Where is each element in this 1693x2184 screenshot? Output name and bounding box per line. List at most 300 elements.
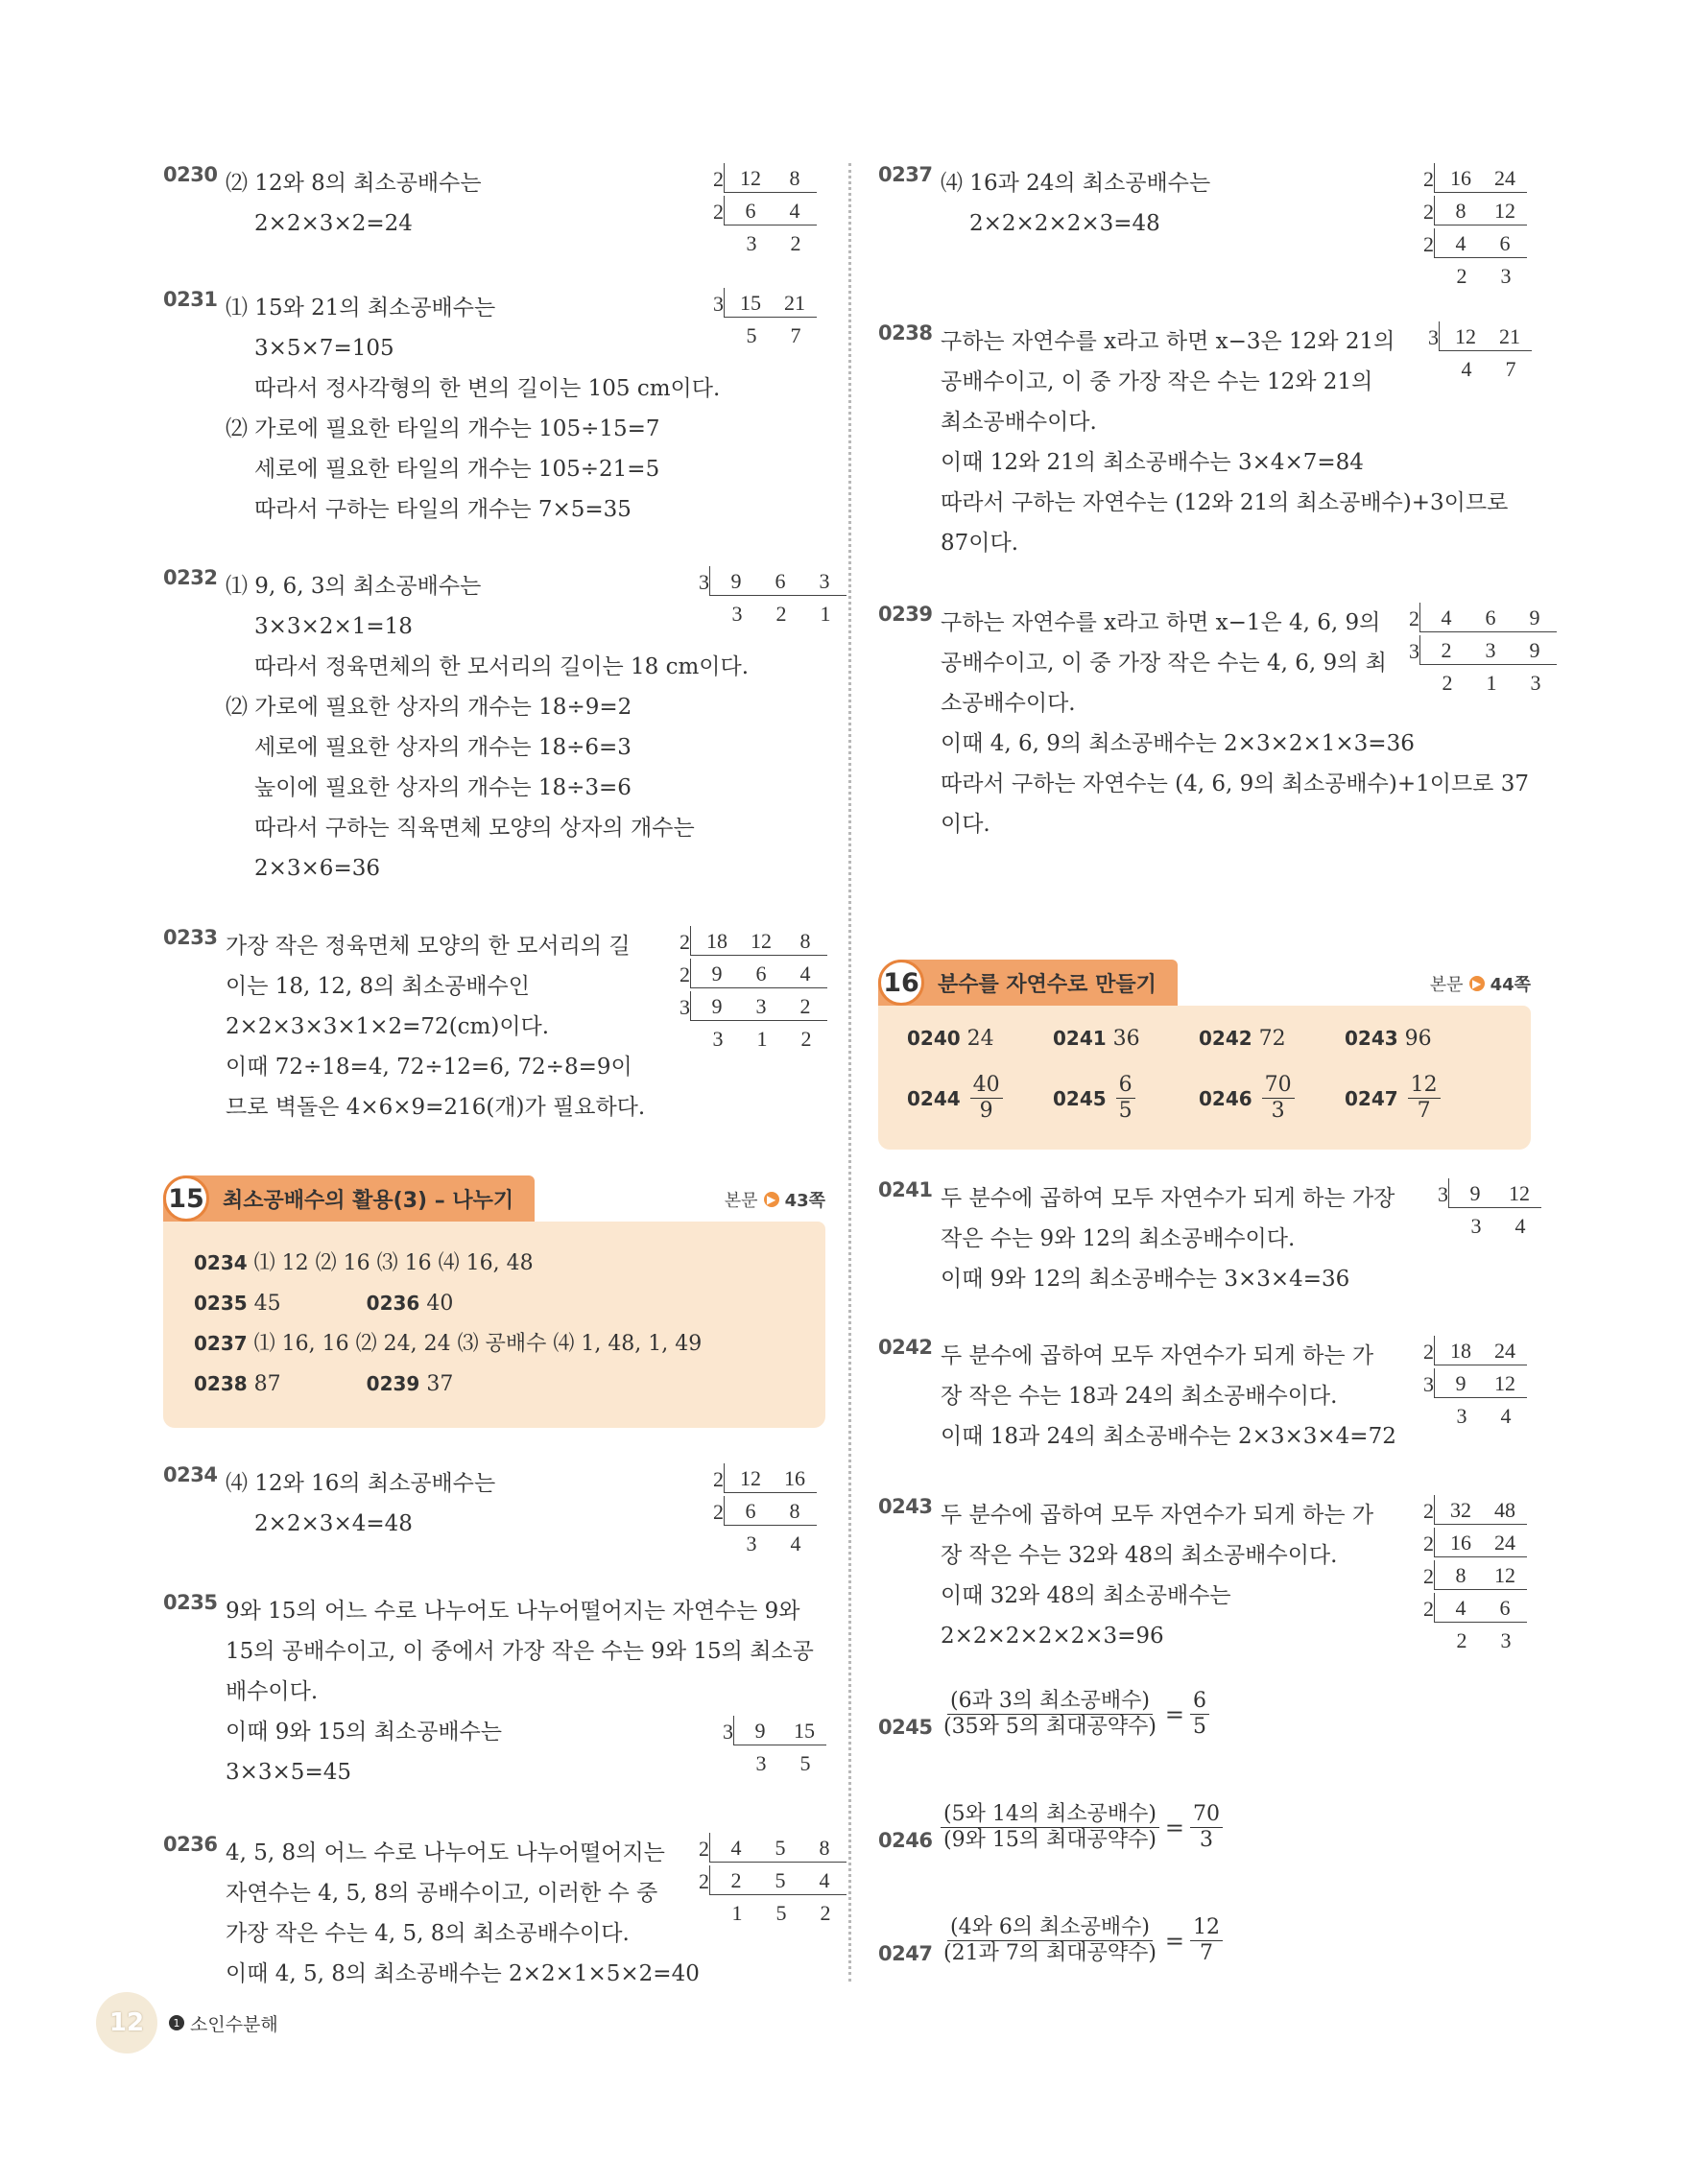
ladder-numbers [1434,228,1527,258]
solution-line: 공배수이고, 이 중 가장 작은 수는 12와 21의 [941,369,1373,394]
ladder-numbers [1434,196,1527,226]
ladder-row [701,228,818,261]
answer-value: ⑴ 12 ⑵ 16 ⑶ 16 ⑷ 16, 48 [253,1251,534,1275]
ladder-number: 3 [746,1531,757,1555]
fraction [1262,1073,1295,1124]
solution-line: 따라서 구하는 자연수는 (4, 6, 9의 최소공배수)+1이므로 37 [941,772,1529,796]
numerator: (4와 6의 최소공배수) [947,1915,1153,1941]
ladder-divisor [710,1748,733,1781]
ladder-number: 15 [794,1719,815,1743]
solution-line: 따라서 구하는 타일의 개수는 7×5=35 [254,497,632,522]
ladder-numbers [1448,1211,1542,1240]
problem-number: 0237 [878,163,933,186]
ladder-number: 4 [1500,1404,1512,1428]
ladder-divisor [1411,1401,1434,1434]
answer-value: 45 [253,1292,281,1316]
problem-number: 0234 [163,1463,218,1486]
ladder-number: 6 [1485,605,1496,629]
ladder-number: 4 [1441,605,1452,629]
column-divider [848,163,851,1982]
answer-value: 36 [1112,1027,1140,1051]
ladder-row [1411,1593,1528,1626]
ladder-divisor [667,1024,690,1056]
solution-line: 3×3×5=45 [226,1760,351,1785]
solution-line: 두 분수에 곱하여 모두 자연수가 되게 하는 가 [941,1343,1374,1368]
ladder-numbers [724,1529,818,1557]
denominator: 5 [1118,1099,1133,1123]
problem-number: 0230 [163,163,218,186]
ladder-number: 5 [746,323,757,347]
ladder-number: 1 [756,1027,768,1051]
ladder-number: 2 [1442,671,1453,695]
ladder-row [1411,1495,1528,1528]
ladder-number: 2 [790,231,801,255]
ladder-row [667,1024,828,1056]
denominator: (9와 15의 최대공약수) [943,1828,1156,1852]
ladder-row [1411,1528,1528,1560]
ladder-number: 21 [784,291,805,315]
ladder-numbers [709,1898,847,1927]
answer-id: 0244 [907,1086,961,1110]
ladder-divisor: 2 [1409,606,1419,630]
ladder-division [1411,163,1528,294]
solution-line: 2×2×2×2×2×3=96 [941,1624,1164,1649]
solution-line: 구하는 자연수를 x라고 하면 x−1은 4, 6, 9의 [941,610,1381,635]
fraction-expression [941,1915,1223,1966]
solution-line: 두 분수에 곱하여 모두 자연수가 되게 하는 가장 [941,1186,1395,1211]
answer-item [1345,1073,1490,1124]
problem-number: 0235 [163,1591,218,1614]
ladder-numbers [733,1748,827,1777]
ladder-row [1416,321,1533,354]
solution-line: 따라서 정육면체의 한 모서리의 길이는 18 cm이다. [254,654,750,679]
answer-item [1053,1073,1199,1124]
answer-id: 0243 [1345,1027,1398,1050]
problem-number: 0236 [163,1833,218,1856]
solution-line: 최소공배수이다. [941,410,1097,435]
ladder-number: 12 [1455,324,1476,348]
equals-sign: = [1164,1700,1185,1728]
solution-line: ⑷ 12와 16의 최소공배수는 [226,1471,496,1496]
ladder-number: 12 [751,929,772,953]
ladder-number: 8 [789,1499,800,1523]
ladder-number: 4 [1455,231,1466,255]
ladder-number: 4 [790,1531,801,1555]
ladder-numbers [709,566,846,596]
textbook-reference[interactable] [725,1187,825,1212]
numerator: 70 [1262,1073,1295,1099]
answer-row [194,1283,702,1323]
ladder-number: 9 [1529,605,1540,629]
ladder-division [701,1463,818,1561]
ladder-numbers [1439,321,1532,351]
ladder-divisor [1411,1626,1434,1658]
fraction [1190,1915,1223,1966]
ladder-number: 3 [746,231,757,255]
problem-0245 [878,1689,1531,1766]
ladder-number: 15 [740,291,761,315]
problem-number: 0233 [163,926,218,949]
textbook-reference[interactable] [1430,971,1531,996]
ladder-divisor [701,1529,724,1561]
ladder-number: 2 [730,1868,742,1892]
ladder-numbers [1434,261,1528,290]
ladder-row [1411,196,1528,228]
ladder-number: 9 [754,1719,766,1743]
solution-line: 세로에 필요한 타일의 개수는 105÷21=5 [254,457,660,482]
ladder-numbers [724,163,817,193]
ladder-number: 3 [1485,638,1496,662]
problem-0231 [163,288,825,537]
ladder-number: 7 [790,323,801,347]
section-15 [163,1175,825,1430]
ladder-number: 8 [789,166,800,190]
solution-line: ⑴ 9, 6, 3의 최소공배수는 [226,574,482,599]
section-header [878,960,1178,1006]
ladder-number: 16 [784,1466,805,1490]
solution-line: 3×5×7=105 [254,336,394,361]
ladder-division [1416,321,1533,387]
ladder-numbers [690,1024,828,1053]
ladder-number: 1 [1486,671,1497,695]
solution-line: 이때 9와 12의 최소공배수는 3×3×4=36 [941,1267,1350,1292]
ladder-number: 12 [1494,199,1515,223]
ladder-division [701,163,818,261]
ladder-divisor: 2 [1423,232,1434,256]
solution-line: ⑵ 가로에 필요한 타일의 개수는 105÷15=7 [226,416,660,441]
fraction [1190,1802,1223,1853]
ladder-number: 4 [799,961,811,985]
ladder-number: 3 [1470,1214,1482,1238]
ladder-numbers [1419,603,1557,632]
problem-0235 [163,1591,825,1802]
problem-0243 [878,1495,1531,1668]
solution-line: 장 작은 수는 32와 48의 최소공배수이다. [941,1543,1338,1568]
ladder-number: 16 [1450,1531,1471,1555]
solution-line: 공배수이고, 이 중 가장 작은 수는 4, 6, 9의 최 [941,651,1387,676]
denominator: 7 [1200,1941,1214,1965]
ladder-number: 2 [1456,1628,1467,1652]
problem-0230 [163,163,825,278]
answer-item [1199,1073,1345,1124]
problem-0232 [163,566,831,897]
ladder-number: 5 [799,1751,811,1775]
ladder-number: 3 [1500,264,1512,288]
solution-line: 따라서 정사각형의 한 변의 길이는 105 cm이다. [254,376,721,401]
reference-label: 본문 [724,1191,758,1211]
solution-line: 구하는 자연수를 x라고 하면 x−3은 12와 21의 [941,329,1395,354]
ladder-row [1411,1368,1528,1401]
ladder-number: 4 [730,1836,742,1860]
solution-line: 3×3×2×1=18 [254,614,413,639]
ladder-row [686,1898,847,1931]
ladder-number: 4 [1455,1596,1466,1620]
ladder-numbers [1434,1401,1528,1430]
answer-row [194,1364,702,1404]
ladder-number: 6 [755,961,767,985]
ladder-numbers [733,1716,826,1745]
ladder-row [1411,228,1528,261]
ladder-numbers [724,288,817,318]
ladder-divisor [1396,668,1419,700]
section-header [163,1175,535,1222]
answer-id: 0236 [366,1292,420,1315]
ladder-number: 18 [1450,1339,1471,1363]
ladder-number: 3 [755,1751,767,1775]
ladder-row [1411,1401,1528,1434]
ladder-number: 3 [1500,1628,1512,1652]
solution-line: 장 작은 수는 18과 24의 최소공배수이다. [941,1384,1338,1409]
ladder-division [1411,1336,1528,1434]
ladder-division [686,566,847,631]
ladder-numbers [724,1463,817,1493]
answer-id: 0245 [1053,1086,1107,1110]
answer-id: 0239 [366,1372,420,1395]
ladder-number: 8 [799,929,811,953]
section-number: 15 [163,1175,209,1222]
problem-number: 0239 [878,603,933,626]
numerator: 6 [1190,1689,1209,1715]
problem-0234 [163,1463,825,1569]
denominator: 9 [979,1099,993,1123]
arrow-right-icon: ▶ [764,1192,779,1207]
numerator: (6과 3의 최소공배수) [947,1689,1153,1715]
ladder-divisor: 2 [713,200,724,224]
solution-line: 2×2×3×4=48 [254,1511,413,1536]
answer-item [907,1073,1053,1124]
problem-number: 0232 [163,566,218,589]
ladder-divisor: 2 [713,1500,724,1524]
ladder-division [710,1716,827,1781]
ladder-row [1396,668,1558,700]
ladder-number: 8 [1455,199,1466,223]
ladder-division [1411,1495,1528,1658]
ladder-divisor: 2 [1423,1531,1434,1555]
ladder-number: 2 [1456,264,1467,288]
answer-id: 0238 [194,1372,248,1395]
section-number: 16 [878,960,924,1006]
answer-id: 0235 [194,1292,248,1315]
problem-0238 [878,321,1531,571]
ladder-divisor [686,599,709,631]
denominator: 5 [1193,1715,1207,1739]
ladder-divisor: 2 [713,167,724,191]
ladder-number: 3 [712,1027,724,1051]
ladder-numbers [709,599,847,628]
ladder-number: 24 [1494,1531,1515,1555]
solution-line: 2×2×3×2=24 [254,211,413,236]
ladder-number: 24 [1494,166,1515,190]
ladder-number: 12 [1494,1371,1515,1395]
fraction [1408,1073,1441,1124]
reference-label: 본문 [1429,975,1464,995]
page-footer [96,1992,278,2053]
ladder-numbers [1439,354,1533,383]
problem-0236 [163,1833,831,2006]
solution-line: 높이에 필요한 상자의 개수는 18÷3=6 [254,775,632,800]
ladder-row [686,1833,847,1865]
solution-line: 이때 12와 21의 최소공배수는 3×4×7=84 [941,450,1364,475]
ladder-divisor: 3 [1438,1182,1448,1206]
numerator: 12 [1190,1915,1223,1941]
fraction [1116,1073,1135,1124]
solution-line: 이때 4, 6, 9의 최소공배수는 2×3×2×1×3=36 [941,731,1415,756]
ladder-row [701,1496,818,1529]
answer-value: 40 [426,1292,454,1316]
answer-row [194,1243,702,1283]
equals-sign: = [1164,1814,1185,1841]
ladder-row [710,1716,827,1748]
answer-id: 0234 [194,1251,248,1274]
answer-row [194,1323,702,1364]
fraction [1190,1689,1209,1740]
ladder-number: 48 [1494,1498,1515,1522]
ladder-numbers [709,1865,846,1895]
ladder-numbers [690,926,827,956]
ladder-number: 3 [1456,1404,1467,1428]
ladder-number: 9 [1455,1371,1466,1395]
ladder-number: 8 [819,1836,830,1860]
ladder-numbers [690,959,827,988]
solution-line: 4, 5, 8의 어느 수로 나누어도 나누어떨어지는 [226,1840,665,1865]
ladder-number: 2 [799,994,811,1018]
solution-line: 작은 수는 9와 12의 최소공배수이다. [941,1226,1296,1251]
problem-0241 [878,1178,1531,1313]
page-number: 12 [96,1992,157,2053]
answer-id: 0246 [1199,1086,1252,1110]
ladder-number: 9 [730,569,742,593]
ladder-numbers [724,1496,817,1526]
ladder-number: 5 [775,1868,786,1892]
problem-number: 0241 [878,1178,933,1201]
solution-line: 2×2×2×2×3=48 [969,211,1160,236]
ladder-number: 2 [1441,638,1452,662]
fraction [941,1915,1159,1966]
reference-page: 43쪽 [784,1191,825,1211]
numerator: 40 [970,1073,1003,1099]
ladder-row [701,196,818,228]
ladder-numbers [1434,163,1527,193]
ladder-divisor: 2 [1423,1564,1434,1588]
answer-value: 87 [253,1372,281,1396]
solution-line: 이때 32와 48의 최소공배수는 [941,1583,1231,1608]
ladder-number: 4 [1514,1214,1526,1238]
answer-rows [194,1243,702,1404]
solution-line: 87이다. [941,531,1019,556]
ladder-row [1416,354,1533,387]
ladder-row [1396,635,1558,668]
equals-sign: = [1164,1927,1185,1955]
solution-line: 따라서 구하는 직육면체 모양의 상자의 개수는 [254,816,695,841]
solution-line: 2×2×3×3×1×2=72(cm)이다. [226,1014,550,1039]
ladder-divisor: 2 [1423,1597,1434,1621]
solution-line: 배수이다. [226,1679,319,1704]
solution-line: 2×3×6=36 [254,856,380,881]
ladder-row [1425,1178,1542,1211]
ladder-numbers [724,196,817,226]
ladder-number: 1 [731,1901,743,1925]
ladder-row [1425,1211,1542,1244]
ladder-row [667,926,828,959]
answer-value: 72 [1258,1027,1286,1051]
ladder-numbers [1419,668,1558,697]
ladder-number: 18 [706,929,727,953]
answer-item [1053,1027,1199,1051]
answer-value: 24 [966,1027,994,1051]
numerator: 70 [1190,1802,1223,1828]
problem-number: 0238 [878,321,933,344]
denominator: 3 [1200,1828,1214,1852]
answer-id: 0237 [194,1332,248,1355]
ladder-number: 3 [1530,671,1541,695]
numerator: (5와 14의 최소공배수) [941,1802,1159,1828]
ladder-number: 2 [800,1027,812,1051]
section-16 [878,960,1531,1147]
problem-number: 0245 [878,1716,933,1739]
ladder-divisor: 2 [713,1467,724,1491]
solution-line: 소공배수이다. [941,691,1076,716]
ladder-row [701,1463,818,1496]
ladder-numbers [690,991,827,1021]
answer-item [1199,1027,1345,1051]
chapter-label [169,2010,278,2036]
chapter-number-icon: 1 [169,2015,184,2030]
ladder-row [686,566,847,599]
problem-number: 0243 [878,1495,933,1518]
solution-line: 세로에 필요한 상자의 개수는 18÷6=3 [254,735,632,760]
ladder-number: 6 [1499,1596,1511,1620]
answer-item [1345,1027,1490,1051]
ladder-number: 1 [820,602,831,626]
problem-number: 0246 [878,1829,933,1852]
ladder-number: 6 [1499,231,1511,255]
ladder-divisor: 3 [1428,325,1439,349]
solution-line: 이때 9와 15의 최소공배수는 [226,1720,503,1745]
problem-number: 0242 [878,1336,933,1359]
ladder-divisor: 3 [680,995,690,1019]
ladder-row [1411,261,1528,294]
answer-box [878,1006,1531,1150]
ladder-row [710,1748,827,1781]
ladder-numbers [1448,1178,1541,1208]
ladder-divisor: 3 [699,570,709,594]
problem-0246 [878,1802,1531,1879]
fraction [941,1689,1159,1740]
answer-id: 0241 [1053,1027,1107,1050]
problem-0242 [878,1336,1531,1470]
solution-line: ⑷ 16과 24의 최소공배수는 [941,171,1211,196]
arrow-right-icon: ▶ [1469,976,1485,991]
ladder-number: 5 [775,1836,786,1860]
ladder-divisor: 3 [713,292,724,316]
problem-number: 0247 [878,1942,933,1965]
problem-number: 0231 [163,288,218,311]
ladder-division [1396,603,1558,700]
ladder-division [1425,1178,1542,1244]
solution-line: 따라서 구하는 자연수는 (12와 21의 최소공배수)+3이므로 [941,490,1509,515]
ladder-numbers [1434,1368,1527,1398]
solution-line: ⑴ 15와 21의 최소공배수는 [226,296,496,320]
ladder-divisor: 3 [723,1720,733,1744]
ladder-division [686,1833,847,1931]
denominator: 3 [1271,1099,1285,1123]
ladder-row [1411,1560,1528,1593]
ladder-numbers [1419,635,1557,665]
problem-0247 [878,1915,1531,1992]
solution-line: 므로 벽돌은 4×6×9=216(개)가 필요하다. [226,1095,646,1120]
ladder-number: 21 [1499,324,1520,348]
ladder-divisor: 2 [699,1837,709,1861]
